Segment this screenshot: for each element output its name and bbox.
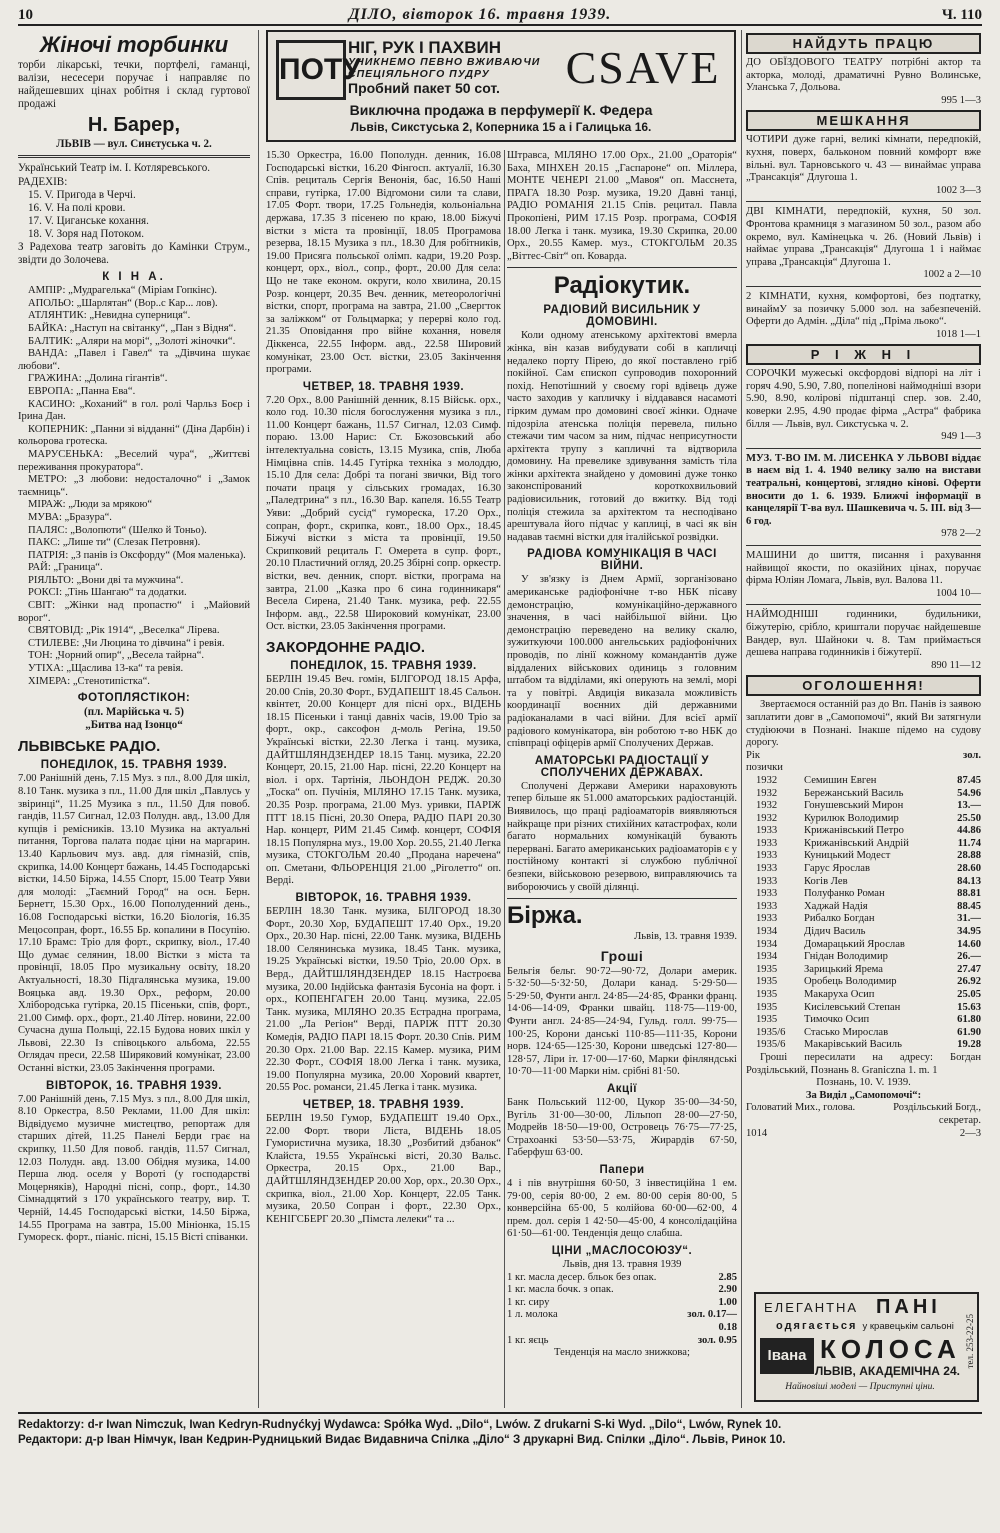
radio-program: Штравса, МІЛЯНО 17.00 Орх., 21.00 „Ораторія“ Баха, МІНХЕН 20.15 „Гаспароне“ оп. Міллера, МОНТЕ ЧЕНЕРІ 21.00 „Мавоя“ оп. Масснета, ПРАГА 18.30 Розр. музика, 19.20 Давні танці, РАДІО РОМАНІЯ 21.15 Спів. рецитал. Павла Прокопіені, РИМ 17.15 Розр. програма, СОФІЯ 18.00 Легка і танк. музика, 19.30 Скрипка, 20.00 Орх., 20.55 Камер. муз., СТОКГОЛЬМ 20.35 „Віттес-Світ“ оп. Коварда. [507, 150, 737, 262]
classified-number: 949 1—3 [941, 431, 981, 443]
debtor-name: Крижанівський Петро [804, 825, 904, 837]
debtor-row [746, 913, 981, 926]
ad-text: торби лікарські, течки, портфелі, гаманці, валізи, несесери поручає і направляє по найдешевших цінах робітня і склад гуртової продажі [18, 59, 250, 111]
debtor-year: 1933 [756, 837, 778, 849]
cinema-item: ПАЛЯС: „Волопюти“ (Шелко й Тоньо). [28, 524, 207, 536]
classified-number: 890 11—12 [931, 659, 981, 671]
ad-title: Жіночі торбинки [39, 32, 229, 57]
signature-left: Головатий Мих., голова. [746, 1102, 856, 1114]
divider [746, 604, 981, 605]
foreign-monday-title: ПОНЕДІЛОК, 15. ТРАВНЯ 1939. [290, 659, 477, 672]
cinema-item: РАЙ: „Граница“. [28, 562, 103, 574]
debtor-amount: 31.— [957, 913, 981, 925]
debtor-year: 1935 [756, 1001, 778, 1013]
debtor-name: Семишин Евген [804, 774, 877, 786]
article-title: РАДІОВИЙ ВИСИЛЬНИК У ДОМОВИНІ. [543, 304, 701, 329]
debtor-name: Когів Лев [804, 875, 848, 887]
article-text: Коли одному атенському архітектові вмерла жінка, він казав вибудувати собі в капличці недалеко порту Пірею, до якої поставлено гріб покійної. Сам єпископ супроводив похоронний похід. Непотішний у своєму горі вдівець дуже часто заходив у капличку і віддавався насамоті гірким думам про домовині своєї жінки. Одначе підозріла атенська поліція перевела, пильно стежачи тим часом за ним, підчас неприсутности архітекта трупу з капличні та відтворила домовину. На превелике здивування замість тіла жінки архітекта знайдено у домовині дуже тонко законспірований короткохвильовий радіовисильник, готовий до вжитку. Від тоді поліція стежила за архітектом та несподівано арештувала його підчас у каплиці, в часі як він надавав таємні вістки для італійської розвідки. [507, 330, 737, 543]
debtor-list-header [746, 750, 981, 775]
price-row [507, 1272, 737, 1285]
debtor-year: 1933 [756, 888, 778, 900]
issue-number: Ч. 110 [941, 7, 982, 23]
classified-number: 995 1—3 [941, 94, 981, 106]
ad-address: ЛЬВІВ, АКАДЕМІЧНА 24. [814, 1364, 960, 1378]
cinema-item: МІРАЖ: „Люди за мрякою“ [28, 499, 153, 511]
signature-right: Роздільський Богд., секретар. [893, 1102, 981, 1126]
theatre-intro: Український Театр ім. І. Котляревського. [18, 162, 211, 175]
debtor-row [746, 838, 981, 851]
article-title: АМАТОРСЬКІ РАДІОСТАЦІЇ У СПОЛУЧЕНИХ ДЕРЖАВАХ. [534, 754, 710, 779]
debtor-amount: 13.— [957, 800, 981, 812]
debtor-year: 1933 [756, 913, 778, 925]
debtor-year: 1932 [756, 774, 778, 786]
debtor-name: Зарицький Ярема [804, 963, 884, 975]
radio-program: 15.30 Оркестра, 16.00 Пополудн. денник, 16.08 Господарські вістки, 16.20 Фінгосп. актуалії, 16.30 Спів. рециталь Сергія Венонія, бас, 16.50 Наші справи, гутірка, 17.00 Відгомони сили та слави, 17.05 Форт. твори, 17.25 Гольнедія, кольоніальна держава, 17.35 З пісенею по краю, 18.00 Біжучі вістки з міста та провінції, 18.05 Програмова резерва, 18.15 Музика з пл., 18.30 Для робітників, 19.00 Присяга польської олімп. кадри, 19.20 Розр. концерт, орх., віол., сопр., форт., 20.00 Для села: Що не таке економ. округи, коло хвилина, 20.15 Розр. концерт, 20.35 Веч. денник, метеорологічні вістки, спорт, програма на завтра, 21.00 „Свергток за заліжком“ от Гольцмарка; у перерві коло год. 21.35 Оповідання про війне кохання, новеля Діккенса, 22.55 Інформ. авд., 22.58 Шировий комунікат, 23.00 Ост. вістки, 23.05 Закінчення програми. [266, 150, 501, 376]
ad-address: ЛЬВІВ — вул. Синєтуська ч. 2. [56, 138, 212, 151]
prices-tendency: Тенденція на масло знижкова; [554, 1347, 690, 1359]
debtor-amount: 11.74 [957, 837, 981, 849]
radio-program: БЕРЛІН 18.30 Танк. музика, БІЛГОРОД 18.30 Форт., 20.30 Хор, БУДАПЕШТ 17.40 Орх., 19.20 Орх., 20.30 Нар. пісні, 22.00 Танк. музика, ВІДЕНЬ 18.00 Селянинська музика, 18.45 Танк. музика, 19.25 Українські вістки, 19.50 Тріо, 20.00 Орх. в Верд., ДАЙТШЛЯНДЗЕНДЕР 18.15 Настроєва музика, 20.00 Індійська фантазія Бусоніа на форт. і орх., КОПЕНГАГЕН 20.00 Танц. музика, 22.05 Танк. музика, МІЛЯНО 20.35 Естрадна програма, 21.00 „Ла Регіон“ Верді, ПАРІЖ ПТТ 20.30 Комедія, РАДІО ПАРІ 18.15 Форт. 20.30 Спів. РИМ 20.30 Орх. 21.00 Вар. 22.15 Камер. музика, РИМ 22.30 Форт., СОФІЯ 18.00 Легка і танк. музика, 19.00 Популярна музика, 20.00 Хоровий квартет, 20.55 Рос. романси, 21.45 Легка і танк. музика. [266, 906, 501, 1094]
foreign-thursday-title: ЧЕТВЕР, 18. ТРАВНЯ 1939. [302, 1098, 465, 1111]
ad-middle [348, 38, 548, 96]
column-4 [746, 30, 981, 1405]
debtor-year: 1934 [756, 938, 778, 950]
foreign-tuesday-title: ВІВТОРОК, 16. ТРАВНЯ 1939. [295, 892, 472, 905]
price-row [507, 1297, 737, 1310]
debtor-year: 1935 [756, 976, 778, 988]
money-text: Бельгія бельг. 90·72—90·72, Долари америк. 5·32·50—5·32·50, Долари канад. 5·29·50—5·29·50, Фунти англ. 24·85—24·85, Франки франц. 14·06—14·09, Франки швайц. 118·75—119·00, Фунти англ. 24·85—24·94, Гульд. голл. 99·75—100·25, Корони данські 110·85—111·35, Корони норв. 124·65—125·30, Корони шведські 127·80—128·57, Ліри іт. 17·00—17·60, Марки фінляндські 10·70—11·00 Марки нім. срібні 81·50. [507, 965, 737, 1078]
classified-text: ДВІ КІМНАТИ, передпокій, кухня, 50 зол. Фронтова крамниця з магазином 50 зол., разом або окремо, вул. Камінецька ч. 26. (Новий Львів) і наймає управа „Трансакція“ Длугоша 1 і наймає управа „Трансакція“ Длугоша 1. [746, 206, 981, 268]
price-value: зол. 0.17—0.18 [687, 1309, 737, 1333]
classified-text: МУЗ. Т-ВО ІМ. М. ЛИСЕНКА У ЛЬВОВІ віддає в наєм від 1. 4. 1940 велику залю на вистави театральні, концертові, зглядно кінові. Оферти вносити до 1. 6. 1939. Ближчі інформації в канцелярії Т-ва вул. Шашкевича ч. 5. ІІІ. від 3—6 год. [746, 452, 981, 527]
ad-line: Івана [760, 1338, 814, 1374]
notice-date: Познань, 10. V. 1939. [816, 1077, 911, 1089]
foto-title: ФОТОПЛЯСТІКОН: [77, 692, 191, 705]
debtor-row [746, 1002, 981, 1015]
debtor-row [746, 939, 981, 952]
debtor-amount: 28.88 [957, 850, 981, 862]
foreign-radio-title: ЗАКОРДОННЕ РАДІО. [266, 638, 426, 656]
cinema-item: КАСИНО: „Коханий“ в гол. ролі Чарльз Боєр і Ірина Дан. [18, 398, 250, 423]
cinema-item: АПОЛЬО: „Шарлятан“ (Вор..с Кар... лов). [28, 297, 218, 309]
debtor-name: Гнідан Володимир [804, 951, 888, 963]
shares-text: Банк Польський 112·00, Цукор 35·00—34·50, Вугіль 31·00—30·00, Лільпоп 28·00—27·50, Модрейв 18·50—19·00, Островець 76·75—77·25, Страхоанкі 53·50—53·75, Жирардів 67·50, Габерфуш 63·00. [507, 1097, 737, 1159]
debtor-amount: 28.60 [957, 863, 981, 875]
price-item: 1 кг. сиру [507, 1296, 550, 1308]
housing-heading: МЕШКАННЯ [746, 110, 981, 131]
column-rule [258, 30, 259, 1408]
cinema-item: РОКСІ: „Тінь Шангаю“ та додатки. [28, 587, 187, 599]
divider [18, 155, 250, 158]
notice-text: Звертаємося останній раз до Вп. Панів із заявою заплатити довг в „Самопомочі“, який Ви затягнули студіюючи в Познані. Інакше підемо на судову дорогу. [746, 699, 981, 749]
debtor-amount: 84.13 [957, 875, 981, 887]
classified-number: 1018 1—1 [935, 328, 981, 340]
debtor-amount: 19.28 [957, 1039, 981, 1051]
column-header: Рік позички [746, 749, 783, 774]
price-row [507, 1309, 737, 1334]
brand-logo: CSAVE [565, 42, 721, 93]
monday-program: 7.00 Ранішній день, 7.15 Муз. з пл., 8.00 Для шкіл, 8.10 Танк. музика з пл., 11.00 Для шкіл „Павлусь у звіринці“, 11.25 Музика з пл., 11.50 Для повоб. гандів, 11.57 Сигнал, 12.03 Полудн. авд., 13.00 Для купців і ремісників. 13.10 Музика на актуальні питання, Торгова палата подає ціни на маргарин. 13.40 Карльович муз. авд. для гімназій, спів, скрипка, 14.00 Концерт бажань, 14.45 Господарські вістки, 14.50 Біржа, 14.55 Спорт, 15.00 Театр Уяви для молоді: „Таємний Город“ на осн. Берн. Бернетт, 15.30 Орх., 16.00 Пополуденний день., 16.08 Господарські вістки, 16.20 Біологія, 16.35 Мецосопран, форт., 16.55 Бр. копалини в Посупію. 17.10 Брамс: Тріо для форт., скрипку, віол., 17.40 Що думає селянин, 18.00 Вістки з міста та провінції, 18.05 Про музикальну освіту, 18.20 Актуальності, 18.30 Підгалянська музика, 19.00 Вояцька авд. 19.30 Орх., реформ, 20.00 Хлібородська гутірка, 20.15 Пісеньки, спів, форт., 21.00 Симф. орх., форт., 21.40 Літер. новини, 22.00 Сучасна душа Польщі, 22.15 Будова нових шкіл у Львові, 22.30 Із співоцького альбома, 22.55 Оглядач преси, 22.58 Ширяковий комунікат, 23.00 Останні вістки, 23.05 Закінчення програми. [18, 773, 250, 1075]
column-1 [18, 30, 250, 1405]
ad-line: ПАНІ [876, 1296, 941, 1318]
shares-title: Акції [606, 1083, 638, 1096]
classified-text: 2 КІМНАТИ, кухня, комфортові, без подтатку, винаймУ за позичку 5.000 зол. на забезпеченій. Оферти до Адмін. „Діла“ під „Пріма льоко“. [746, 290, 981, 328]
debtor-row [746, 989, 981, 1002]
debtor-amount: 54.96 [957, 787, 981, 799]
ad-line: НІГ, РУК І ПАХВИН [348, 38, 502, 57]
classified-number: 978 2—2 [941, 528, 981, 540]
debtor-name: Полуфанко Роман [804, 888, 885, 900]
debtor-year: 1932 [756, 787, 778, 799]
divider [746, 286, 981, 287]
article-text: Сполучені Держави Америки нараховують тепер більше як 51.000 аматорських радіостанцій. Виявилось, що праці радіоаматорів виявляються найкраще при різних стихійних катастрофах, коли багато нормальних комунікацій бувають перервані. Багато американських радіоаматорів є у постійному контакті зі службою публічної безпеки, військовою резервою, виправляючись та вибороючись у своїй ділянці. [507, 780, 737, 893]
debtor-row [746, 951, 981, 964]
debtor-name: Гонушевський Мирон [804, 800, 904, 812]
page-header [18, 2, 982, 26]
debtor-amount: 88.81 [957, 888, 981, 900]
theatre-line: З Радехова театр заговіть до Камінки Струм., звідти до Золочева. [18, 241, 250, 267]
signature-numbers [746, 1128, 981, 1141]
imprint-ukrainian: Редактори: д-р Іван Німчук, Іван Кедрин-Рудницький Видає Видавнича Спілка „Діло“ З друкарні Вид. Спілки „Діло“. Львів, Ринок 10. [18, 1433, 786, 1446]
debtor-name: Рибалко Богдан [804, 913, 875, 925]
debtor-row [746, 926, 981, 939]
ad-potu: ПОТУ [276, 40, 346, 100]
cinema-item: СВІТ: „Жінки над пропастю“ і „Майовий ворог“. [18, 600, 250, 624]
article-title: РАДІОВА КОМУНІКАЦІЯ В ЧАСІ ВІЙНИ. [527, 548, 717, 573]
debtor-name: Макаруха Осип [804, 989, 875, 1000]
classified-number: 2—3 [959, 1127, 981, 1139]
page-number: 10 [18, 7, 33, 23]
cinema-item: БАЛТИК: „Аляри на морі“, „Золоті жіночки“. [28, 335, 236, 347]
debtor-year: 1935 [756, 989, 778, 1000]
tuesday-program: 7.00 Ранішній день, 7.15 Муз. з пл., 8.00 Для шкіл, 8.10 Оркестра, 8.50 Реклами, 11.00 Для шкіл: Відвідуємо музичне мистецтво, репортаж для старших дітей, 11.25 Панелі Берди грає на скрипку, 11.50 Для повоб. гандів, 11.57 Сигнал, 12.03 Полудн. авд. 13.00 Обідня музика, 14.00 Перша люд. оселя у Вороті (у господарстві Моцерняків), Народні пісні, сопр., форт., 14.30 Сімнадцятий з 170 українського театру, вир. Т. Черній, 14.45 Господарські вістки, 14.50 Біржа, 14.55 Програма на завтра, 15.00 Мініонка, 15.15 Гумореск. форт., піаніс. пісні, 15.15 Вісті співанки. [18, 1093, 250, 1244]
debtor-year: 1933 [756, 900, 778, 912]
debtor-row [746, 964, 981, 977]
ad-line: Виключна продажа в перфумерії К. Федера [349, 102, 653, 118]
cinema-item: УТІХА: „Щаслива 13-ка“ та ревія. [28, 663, 184, 675]
debtor-row [746, 888, 981, 901]
cinema-item: КОПЕРНИК: „Панни зі відданні“ (Діна Дарбін) і кольорова гротеска. [18, 423, 250, 448]
debtor-year: 1933 [756, 863, 778, 875]
money-title: Гроші [600, 947, 644, 964]
ad-line: УНИКНЕМО ПЕВНО ВЖИВАЮЧИ СПЕЦІЯЛЬНОГО ПУДРУ [348, 56, 541, 80]
debtor-name: Кисілевський Степан [804, 1001, 901, 1013]
debtor-row [746, 901, 981, 914]
debtor-amount: 15.63 [957, 1001, 981, 1013]
cinema-item: ТОН: „Чорний опир“, „Весела тайрна“. [28, 650, 205, 662]
debtor-list [746, 775, 981, 1052]
classified-number: 1002 3—3 [935, 184, 981, 196]
debtor-name: Крижанівський Андрій [804, 837, 909, 849]
radio-program: 7.20 Орх., 8.00 Ранішній денник, 8.15 Військ. орх., коло год. 10.30 після богослуження музика з пл., 11.00 Концерт бажань, 11.57 Сигнал, 12.03 Симф. пораю. 13.00 Нарис: Ст. Бжозовський або інтелектуальна совість, 13.15 Музика, спів, Люба Німцівна спів. 14.45 Гутірка техніка з молоддю, 15.10 Для села: Добрі та погані звички, Від того почати праця у сільських громадах, 16.30 „Паледтрина“ з пл., 16.30 Вар. капеля. 16.55 Театр Уяви: „Добрий сусід“ гумореска, 17.20 Орх., сопран, форт., скрипка, ковт., 18.00 Орх., 18.45 Біжучі вістки з міста та провінції, 19.50 Скрипковий рециталь Г. Омерета в супр. форт., 20.10 Пластичний огляд, 20.25 Збірні сопр. оркестр. вістки, веч. денник, спорт. вістки, програма на завтра, 21.00 „Казка про 6 сина годинникаря“ Весела Сирена, 21.40 Танк. музика, реф. 22.55 Інформ. авд., 22.58 Широковий комунікат, 23.00 Ост. вістки, 23.05 Закінчення програми. [266, 394, 501, 633]
bonds-text: 4 і пів внутрішня 60·50, 3 інвестиційна 1 ем. 79·00, серія 80·00, 2 ем. 80·00 серія 80·00, 5 конверсійна 65·00, 5 колійова 60·00—62·00, 4 прем. дол. серія 1 42·50—45·00, 4 консолідаційна 61·50—61·00. Тенденція дещо слабша. [507, 1178, 737, 1240]
debtor-row [746, 850, 981, 863]
column-2 [266, 150, 501, 1405]
debtor-amount: 61.90 [957, 1026, 981, 1038]
imprint-polish: Redaktorzy: d-r Iwan Nimczuk, Iwan Kedryn-Rudnyćkyj Wydawca: Spółka Wyd. „Dilo“, Lwów. Z drukarni S-ki Wyd. „Dilo“, Lwów, Rynek 10. [18, 1418, 782, 1431]
cinema-item: ПАТРІЯ: „З панів із Оксфорду“ (Моя маленька). [28, 549, 246, 561]
price-item: 1 л. молока [507, 1309, 558, 1321]
price-value: 2.90 [718, 1284, 737, 1296]
price-value: зол. 0.95 [697, 1334, 737, 1346]
debtor-row [746, 876, 981, 889]
column-header: зол. [963, 749, 981, 761]
debtor-name: Хаджай Надія [804, 900, 868, 912]
debtor-row [746, 1014, 981, 1027]
debtor-name: Стасько Мирослав [804, 1026, 889, 1038]
kolosa-ad [754, 1292, 979, 1402]
debtor-row [746, 775, 981, 788]
debtor-name: Домарацький Ярослав [804, 938, 905, 950]
notice-heading: ОГОЛОШЕННЯ! [746, 675, 981, 696]
cinema-item: ПАКС: „Лише ти“ (Слезак Петровня). [28, 537, 201, 549]
debtor-row [746, 1039, 981, 1052]
debtor-row [746, 788, 981, 801]
debtor-amount: 61.80 [957, 1014, 981, 1026]
debtor-amount: 26.92 [957, 976, 981, 988]
classified-text: ЧОТИРИ дуже гарні, великі кімнати, передпокій, кухня, поверх, бальконом повний комфорт вже вільні. вул. Тарновського ч. 43 — винаймає управа „Трансакція“ Длугоша 1. [746, 134, 981, 184]
cinema-item: АТЛЯНТИК: „Невидна суперниця“. [28, 310, 191, 322]
monday-title: ПОНЕДІЛОК, 15. ТРАВНЯ 1939. [40, 759, 228, 772]
debtor-year: 1934 [756, 926, 778, 938]
ad-phone: тел. 253-22-25 [965, 1314, 975, 1369]
debtor-year: 1933 [756, 850, 778, 862]
ad-line: у кравецькім сальоні [862, 1321, 954, 1332]
radio-program: БЕРЛІН 19.45 Веч. гомін, БІЛГОРОД 18.15 Арфа, 20.00 Спів, 20.30 Форт., БУДАПЕШТ 18.45 Сальон. квінтет, 20.00 Концерт для пісні орх., ВІДЕНЬ 18.15 Пісеньки і танці давніх часів, 19.00 Тріо за форт., окр., саксофон д-моль Регіна, 19.50 Українські вістки, 22.30 Легка і танц. музика, ДАЙТШЛЯНДЗЕНДЕР 18.15 Танц. музика, 22.20 Концерт, 20.15, 21.00 Нар. пісні, 22.20 Концерт на віол. і орх. Тартінія, ЛЬОНДОН РЕДЖ. 20.30 „Тоска“ оп. Пучінія, МІЛЯНО 17.15 Танк. музика, 20.35 Розр. програма, 21.00 Муз. уривки, ПАРІЖ ПТТ 18.15 Пісні, 20.30 Опера, РАДІО ПАРІ 20.30 Нар. концерт, РИМ 21.45 Симф. концерт, СОФІЯ 18.15 Популярна муз., 19.00 Хор. 20.55, 21.40 Легка музика, СТОКГОЛЬМ 20.40 „Продана наречена“ оп. Сметани, ФЛЬОРЕНЦІЯ 21.00 „Ріголетто“ оп. Верді. [266, 673, 501, 887]
cinema-item: БАЙКА: „Наступ на світанку“, „Пан з Відня“. [28, 323, 237, 334]
debtor-name: Оробець Володимир [804, 976, 897, 988]
csave-ad [266, 30, 736, 142]
classified-number: 1014 [746, 1127, 768, 1139]
tuesday-title: ВІВТОРОК, 16. ТРАВНЯ 1939. [46, 1079, 222, 1092]
debtor-row [746, 1027, 981, 1040]
classified-text: НАЙМОДНІШІ годинники, будильники, біжутерію, срібло, криштали поручає найдешевше Вандер, вул. Шайноки ч. 8. Там приймається дешева направа годинників і біжутерії. [746, 609, 981, 659]
cinema-item: СВЯТОВІД: „Рік 1914“, „Веселка“ Лірева. [28, 625, 220, 637]
cinema-item: РІЯЛЬТО: „Вони дві та мужчина“. [28, 574, 184, 586]
column-rule [504, 150, 505, 1408]
debtor-year: 1935/6 [756, 1039, 786, 1051]
ad-tagline: Найновіші моделі — Приступні ціни. [785, 1382, 935, 1392]
divider [746, 201, 981, 202]
exchange-title: Біржа. [507, 902, 583, 930]
bonds-title: Папери [599, 1164, 645, 1176]
cinema-item: СТИЛЕВЕ: „Чи Люцина то дівчина“ і ревія. [28, 637, 225, 649]
ad-line: одягається [776, 1320, 858, 1332]
debtor-row [746, 800, 981, 813]
cinema-item: ХІМЕРА: „Стенотипістка“. [28, 675, 150, 687]
debtor-row [746, 825, 981, 838]
debtor-year: 1934 [756, 951, 778, 963]
classified-text: ДО ОБЇЗДОВОГО ТЕАТРУ потрібні актор та акторка, молоді, драматичні Рувно Волинське, Уланська 7, Дольова. [746, 57, 981, 94]
cinema-item: ЕВРОПА: „Панна Ева“. [28, 385, 136, 397]
debtor-amount: 88.45 [957, 900, 981, 912]
divider [746, 448, 981, 449]
ad-name: Н. Барер, [87, 114, 181, 137]
price-item: 1 кг. масла бочк. з опак. [507, 1284, 614, 1296]
debtor-year: 1933 [756, 825, 778, 837]
radio-corner-title: Радіокутик. [553, 272, 691, 300]
debtor-amount: 44.86 [957, 825, 981, 837]
divider [507, 898, 737, 899]
debtor-name: Дідич Василь [804, 926, 866, 938]
column-3 [507, 150, 737, 1405]
theatre-line: 15. V. Пригода в Черчі. [28, 188, 136, 201]
ad-line [776, 1320, 954, 1332]
misc-heading: Р І Ж Н І [746, 344, 981, 365]
article-text: У зв'язку із Днем Армії, зорганізовано американське радіофонічне т-во НБК пісаву демонстрацію, комунікаційно-державного значення, в часі найбільшої війни. Цю демонстрацію переведено на велику скалю, зужиткуючи 100.000 ангельських радіофонічних проводів, по лінії кожному командантів дуже віддалених військових одиниць з головним штабом та відділами, які оперують на землі, морі та у повітрі. Авдиція виказала можливість координації воєнних дій державними радіоканалами в часі війни. Для всієї армії радіового комунікатора, він роботою т-во НБК до співпраці офіцерів армії Сполучених Держав. [507, 574, 737, 750]
notice-tail: Гроші пересилати на адресу: Богдан Роздільський, Познань 8. Graniczna 1. m. 1 [746, 1051, 981, 1076]
price-list [507, 1272, 737, 1348]
debtor-amount: 14.60 [957, 938, 981, 950]
debtor-row [746, 863, 981, 876]
debtor-row [746, 813, 981, 826]
foto-line: „Битва над Ізонцо“ [85, 719, 183, 732]
debtor-name: Макарівський Василь [804, 1039, 902, 1051]
ad-line: Пробний пакет 50 сот. [348, 80, 500, 96]
theatre-line: 17. V. Циганське кохання. [28, 214, 149, 227]
masthead: ДІЛО, вівторок 16. травня 1939. [348, 6, 612, 23]
divider [746, 545, 981, 546]
exchange-date: Львів, 13. травня 1939. [634, 931, 737, 943]
radio-title: ЛЬВІВСЬКЕ РАДІО. [18, 738, 161, 756]
price-row [507, 1335, 737, 1348]
debtor-name: Тимочко Осип [804, 1014, 870, 1026]
foto-line: (пл. Марійська ч. 5) [84, 706, 184, 719]
price-value: 2.85 [718, 1271, 737, 1283]
theatre-city: РАДЕХІВ: [18, 175, 68, 188]
debtor-amount: 87.45 [957, 774, 981, 786]
imprint-footer [18, 1412, 982, 1447]
ad-line: Львів, Сикстуська 2, Коперника 15 а і Галицька 16. [350, 120, 652, 134]
radio-program: БЕРЛІН 19.50 Гумор, БУДАПЕШТ 19.40 Орх., 22.00 Форт. твори Ліста, ВІДЕНЬ 18.05 Гумористична музика, 18.30 „Розбитий дзбанок“ Клайста, 19.55 Українські вісті, 20.30 Вальс. Оркестра, 20.15 Орх., 21.00 Вар., ДАЙТШЛЯНДЗЕНДЕР 20.00 Хор, орх., 20.30 Орх., скрипка, віол., 21.00 Хор. Концерт, 22.05 Танк. музика, 20.50 Сопран і форт., 22.30 Орх., КЕНІГСБЕРГ 20.30 „Пімста лелеки“ та ... [266, 1112, 501, 1225]
jobs-heading: НАЙДУТЬ ПРАЦЮ [746, 33, 981, 54]
cinema-item: МАРУСЕНЬКА: „Веселий чура“, „Життєві переживання прокуратора“. [18, 448, 250, 473]
debtor-year: 1935 [756, 1014, 778, 1026]
prices-date: Львів, дня 13. травня 1939 [562, 1258, 682, 1270]
debtor-name: Курилюк Володимир [804, 812, 899, 824]
thursday-title: ЧЕТВЕР, 18. ТРАВНЯ 1939. [302, 380, 465, 393]
cinema-item: АМПІР: „Мудрагелька“ (Міріам Гопкінс). [28, 285, 218, 297]
debtor-year: 1935/6 [756, 1026, 786, 1038]
debtor-name: Куницький Модест [804, 850, 891, 862]
divider [507, 267, 737, 268]
board-title: За Виділ „Самопомочі“: [805, 1089, 922, 1101]
signatures [746, 1102, 981, 1127]
debtor-year: 1932 [756, 812, 778, 824]
classified-number: 1002 a 2—10 [923, 269, 981, 281]
classified-text: МАШИНИ до шиття, писання і рахування найвищої якости, по оказійних цінах, поручає фірма Юліян Ломага, Львів, вул. Валова 11. [746, 550, 981, 587]
debtor-amount: 27.47 [957, 963, 981, 975]
debtor-year: 1933 [756, 875, 778, 887]
price-item: 1 кг. масла десер. бльок без опак. [507, 1271, 657, 1283]
cinema-item: МЕТРО: „З любови: недосталочно“ і „Замок таємниць“. [18, 474, 250, 498]
cinema-title: К І Н А. [102, 271, 166, 284]
debtor-year: 1935 [756, 963, 778, 975]
price-item: 1 кг. яєць [507, 1334, 549, 1346]
debtor-amount: 34.95 [957, 926, 981, 938]
debtor-amount: 25.05 [957, 989, 981, 1000]
classified-number: 1004 10— [935, 587, 981, 599]
cinema-item: ГРАЖИНА: „Долина гігантів“. [28, 373, 168, 385]
ad-line: ЕЛЕГАНТНА [764, 1300, 859, 1315]
ad-brand: КОЛОСА [820, 1334, 961, 1364]
debtor-name: Гарус Ярослав [804, 863, 870, 875]
debtor-year: 1932 [756, 800, 778, 812]
prices-title: ЦІНИ „МАСЛОСОЮЗУ“. [551, 1244, 693, 1257]
debtor-name: Бережанський Василь [804, 787, 904, 799]
theatre-line: 18. V. Зоря над Потоком. [28, 227, 144, 240]
debtor-amount: 26.— [957, 951, 981, 963]
cinema-list [18, 285, 250, 688]
theatre-line: 16. V. На полі крови. [28, 201, 126, 214]
cinema-item: ВАНДА: „Павел і Гавел“ та „Дівчина шукає любови“. [18, 348, 250, 372]
column-rule [741, 30, 742, 1408]
classified-text: СОРОЧКИ мужеські оксфордові відпорі на літ і горяч 4.90, 5.90, 7.80, попелінові наймодніші взори 5.90, 8.90, колірові підштанці спер. зов. 2.40, коверки 2.95, 4.90 продає фірма „Астра“ фабрика білля — Львів, вул. Сикстуська ч. 2. [746, 368, 981, 430]
cinema-item: МУВА: „Бразура“. [28, 511, 112, 523]
debtor-amount: 25.50 [957, 812, 981, 824]
price-row [507, 1284, 737, 1297]
price-value: 1.00 [718, 1296, 737, 1308]
debtor-row [746, 976, 981, 989]
